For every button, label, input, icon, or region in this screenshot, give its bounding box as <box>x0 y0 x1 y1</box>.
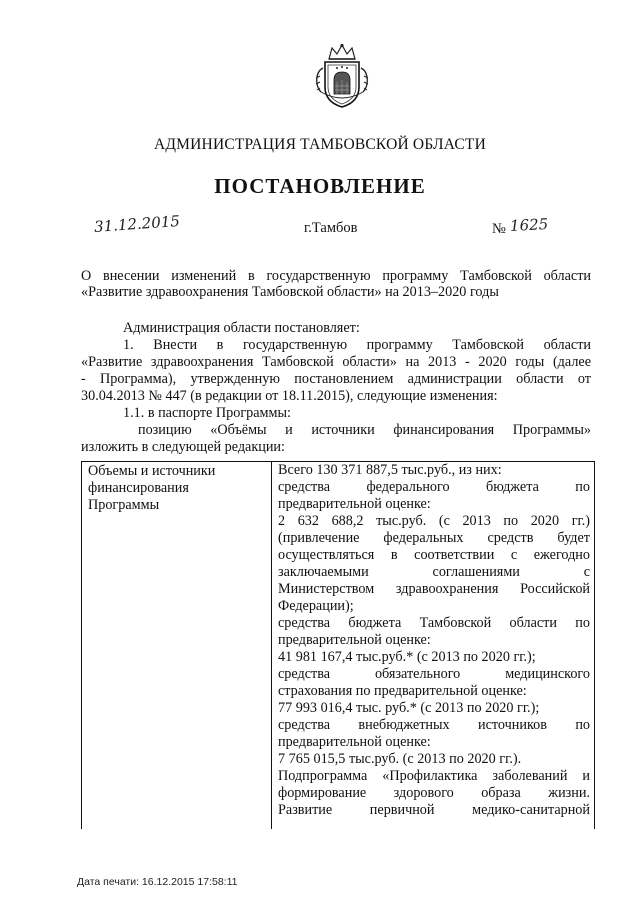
print-date-stamp: Дата печати: 16.12.2015 17:58:11 <box>77 876 238 888</box>
handwritten-document-number: 1625 <box>509 215 549 235</box>
city-label: г.Тамбов <box>304 220 358 236</box>
left-cell-line: Объемы и источники <box>88 463 216 479</box>
left-cell-line: финансирования <box>88 480 189 496</box>
right-cell-line: средства внебюджетных источников по <box>278 717 590 733</box>
body-line: 1. Внести в государственную программу Тамбовской области <box>123 337 591 353</box>
right-cell-line: (привлечение федеральных средств будет <box>278 530 590 546</box>
document-type-heading: ПОСТАНОВЛЕНИЕ <box>214 174 426 198</box>
right-cell-line: Подпрограмма «Профилактика заболеваний и <box>278 768 590 784</box>
resolution-body <box>81 320 591 456</box>
subject-line: О внесении изменений в государственную программу Тамбовской области <box>81 268 591 284</box>
right-cell-line: 7 765 015,5 тыс.руб. (с 2013 по 2020 гг.). <box>278 751 522 767</box>
body-line: Администрация области постановляет: <box>123 320 360 336</box>
right-cell-line: Развитие первичной медико-санитарной <box>278 802 590 818</box>
right-cell-line: предварительной оценке: <box>278 496 431 512</box>
right-cell-line: предварительной оценке: <box>278 734 431 750</box>
right-cell-line: 77 993 016,4 тыс. руб.* (с 2013 по 2020 гг.); <box>278 700 540 716</box>
right-cell-line: 2 632 688,2 тыс.руб. (с 2013 по 2020 гг.) <box>278 513 590 529</box>
table-left-cell <box>88 463 268 514</box>
right-cell-line: средства федерального бюджета по <box>278 479 590 495</box>
organization-title: АДМИНИСТРАЦИЯ ТАМБОВСКОЙ ОБЛАСТИ <box>154 136 486 153</box>
body-line: - Программа), утвержденную постановлением администрации области от <box>81 371 591 387</box>
body-line: 1.1. в паспорте Программы: <box>123 405 291 421</box>
handwritten-date: 31.12.2015 <box>93 212 181 236</box>
number-sign: № <box>492 221 506 237</box>
right-cell-line: средства бюджета Тамбовской области по <box>278 615 590 631</box>
left-cell-line: Программы <box>88 497 160 513</box>
right-cell-line: формирование здорового образа жизни. <box>278 785 590 801</box>
table-right-cell <box>278 462 590 819</box>
table-column-divider <box>271 462 272 829</box>
right-cell-line: заключаемыми соглашениями с <box>278 564 590 580</box>
body-line: 30.04.2013 № 447 (в редакции от 18.11.2015), следующие изменения: <box>81 388 498 404</box>
body-line: «Развитие здравоохранения Тамбовской области» на 2013 - 2020 годы (далее <box>81 354 591 370</box>
funding-sources-table <box>81 461 595 829</box>
right-cell-line: страхования по предварительной оценке: <box>278 683 527 699</box>
right-cell-line: Министерством здравоохранения Российской <box>278 581 590 597</box>
right-cell-line: средства обязательного медицинского <box>278 666 590 682</box>
body-line: позицию «Объёмы и источники финансирования Программы» <box>138 422 591 438</box>
subject-line: «Развитие здравоохранения Тамбовской области» на 2013–2020 годы <box>81 284 499 300</box>
right-cell-line: Всего 130 371 887,5 тыс.руб., из них: <box>278 462 502 478</box>
right-cell-line: предварительной оценке: <box>278 632 431 648</box>
resolution-subject <box>81 268 591 300</box>
right-cell-line: осуществляться в соответствии с ежегодно <box>278 547 590 563</box>
right-cell-line: 41 981 167,4 тыс.руб.* (с 2013 по 2020 гг.); <box>278 649 536 665</box>
right-cell-line: Федерации); <box>278 598 354 614</box>
body-line: изложить в следующей редакции: <box>81 439 285 455</box>
coat-of-arms-icon <box>313 42 371 110</box>
